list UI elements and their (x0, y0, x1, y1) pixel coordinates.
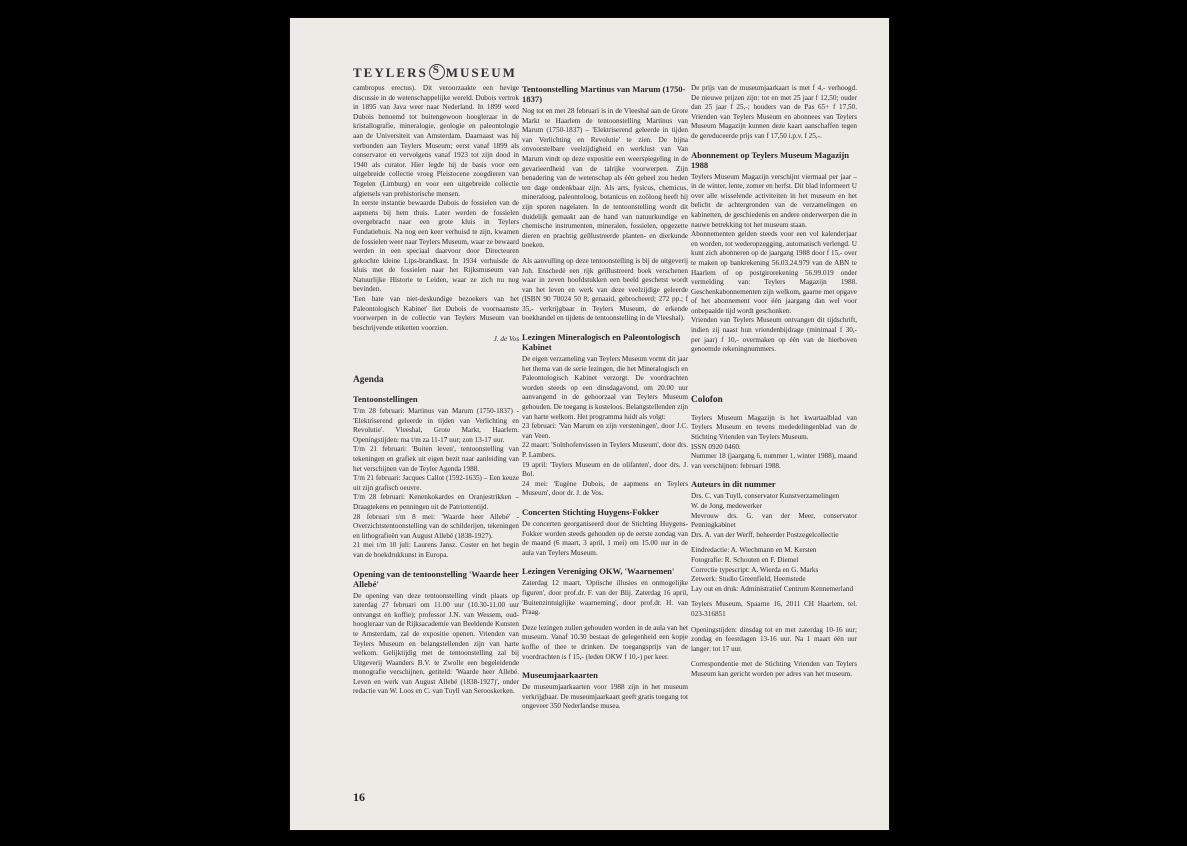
colofon-issue: Nummer 18 (jaargang 6, nummer 1, winter 1988), maand van verschijnen: februari 1988. (691, 452, 857, 470)
author-signature: J. de Vos (493, 335, 519, 344)
column-1 (353, 84, 519, 697)
author-item: Mevrouw drs. G. van der Meer, conservator Penningkabinet (691, 511, 857, 530)
colofon-issn: ISSN 0920 0460. (691, 442, 741, 451)
concerts-text: De concerten georganiseerd door de Stichting Huygens-Fokker worden steeds gehouden op de eerste zondag van de maand (6 maart, 3 april, 1 mei) om 15.00 uur in de aula van Teylers Museum. (522, 519, 688, 557)
exhibition-item: 28 februari t/m 8 mei: 'Waarde heer Allebé' - Overzichtstentoonstelling van de schilderijen, tekeningen en lithografieën van August Allebé (1838-1927). (353, 512, 519, 540)
museumcard-text: De museumjaarkaarten voor 1988 zijn in het museum verkrijgbaar. De museumjaarkaart geeft gratis toegang tot ongeveer 350 Nederlandse musea. (522, 683, 688, 711)
lecture-item: 22 maart: 'Solnhofenvissen in Teylers Museum', door drs. P. Lambers. (522, 441, 688, 459)
lecture-item: 24 mei: 'Eugène Dubois, de aapmens en Teylers Museum', door dr. J. de Vos. (522, 479, 688, 498)
brand-left: TEYLERS (353, 65, 428, 80)
exhibitions-heading: Tentoonstellingen (353, 394, 418, 405)
subscription-heading: Abonnement op Teylers Museum Magazijn 1988 (691, 149, 850, 170)
marum-heading: Tentoonstelling Martinus van Marum (1750-1837) (522, 84, 686, 104)
magazine-page (290, 18, 889, 830)
credits-item: Correctie typescript: A. Wierda en G. Marks (691, 565, 819, 574)
museum-address: Teylers Museum, Spaarne 16, 2011 CH Haarlem, tel. 023-316851 (691, 600, 857, 618)
prices-text: De prijs van de museumjaarkaart is met f 4,- verhoogd. De nieuwe prijzen zijn: tot en met 25 jaar f 12,50; ouder dan 25 jaar f 25,-; houders van de Pas 65+ f 17,50. Vrienden van Teylers Museum en abonnees van Teylers Museum Magazijn kunnen deze kaart aanschaffen tegen de gereduceerde prijs van f 17,50 i.p.v. f 25,-. (691, 84, 857, 140)
marum-paragraph: Nog tot en met 28 februari is in de Vleeshal aan de Grote Markt te Haarlem de tentoonstelling Martinus van Marum (1750-1837) – 'Elektriserend geleerde in tijden van Verlichting en Revolutie' te zien. De bijna onvoorstelbare veelzijdigheid en werklust van Van Marum vindt op deze expositie een weerspiegeling in de gevarieerdheid van de talrijke voorwerpen. Zijn benadering van de wetenschap als één geheel zou heden ten dage ondenkbaar zijn. Als arts, fysicus, chemicus, mineraloog, paleontoloog, botanicus en zoöloog heeft hij zijn sporen nagelaten. In de tentoonstelling wordt dit duidelijk gemaakt aan de hand van natuurkundige en chemische instrumenten, mineralen, fossielen, opgezette dieren en prachtig geïllustreerde planten- en dierkunde boeken. (522, 107, 688, 250)
colofon-text: Teylers Museum Magazijn is het kwartaalblad van Teylers Museum en tevens mededelingenblad van de Stichting Vrienden van Teylers Museum. (691, 413, 857, 442)
concerts-heading: Concerten Stichting Huygens-Fokker (522, 506, 660, 517)
credits-item: Fotografie: R. Schouten en F. Diemel (691, 555, 799, 564)
opening-text: De opening van deze tentoonstelling vindt plaats op zaterdag 27 februari om 11.00 uur (10.30-11.00 uur ontvangst en koffie); professor J.N. van Wessem, oud-hoogleraar van de Rijksacademie van Beeldende Kunsten te Amsterdam, zal de expositie openen. Vrienden van Teylers Museum en belangstellenden zijn van harte welkom. Gelijktijdig met de tentoonstelling zal bij Uitgeverij Waanders B.V. te Zwolle een begeleidende monografie verschijnen, getiteld: 'Waarde heer Allebé. Leven en werk van August Allebé (1838-1927)', onder redactie van W. Loos en C. van Tuyll van Serooskerken. (353, 591, 519, 696)
subscription-text: Vrienden van Teylers Museum ontvangen dit tijdschrift, indien zij naast hun vriendenbijdrage (minimaal f 30,- per jaar) f 10,- overmaken op één van de hierboven genoemde rekeningnummers. (691, 316, 857, 354)
teylers-logo-icon (429, 64, 445, 80)
opening-hours: Openingstijden: dinsdag tot en met zaterdag 10-16 uur; zondag en feestdagen 13-16 uur. Na 1 maart één uur langer: tot 17 uur. (691, 625, 857, 653)
marum-paragraph: Als aanvulling op deze tentoonstelling is bij de uitgeverij Joh. Enschedé een rijk geïllustreerd boek verschenen waar in zeven hoofdstukken een beeld geschetst wordt van het leven en werk van deze veelzijdige geleerde (ISBN 90 70024 50 8; genaaid, gebrocheerd; 272 pp.; f 35,- verkrijgbaar in Teylers Museum, de erkende boekhandel en tijdens de tentoonstelling in de Vleeshal). (522, 256, 688, 323)
okw-text: Zaterdag 12 maart, 'Optische illusies en onmogelijke figuren', door prof.dr. F. van der Blij. Zaterdag 16 april, 'Buitenzintuiglijke waarneming', door prof.dr. H. van Praag. (522, 579, 688, 617)
exhibition-item: T/m 21 februari: Jacques Callot (1592-1635) – Een keuze uit zijn grafisch oeuvre. (353, 474, 519, 492)
subscription-text: Teylers Museum Magazijn verschijnt viermaal per jaar – in de winter, lente, zomer en herfst. Dit blad informeert U over alle wisselende activiteiten in het museum en het belicht de achtergronden van de verzamelingen en kabinetten, de geschiedenis en andere onderwerpen die in nauwe betrekking tot het museum staan. (691, 172, 857, 229)
brand-right: MUSEUM (445, 65, 517, 80)
article-paragraph: cambropus erectus). Dit veroorzaakte een hevige discussie in de wetenschappelijke wereld. Dubois vertrok in 1895 van Java weer naar Nederland. In 1899 werd Dubois benoemd tot buitengewoon hoogleraar in de kristallografie, mineralogie, geologie en paleontologie aan de Universiteit van Amsterdam. Daarnaast was hij verbonden aan Teylers Museum; eerst vanaf 1899 als conservator en vervolgens vanaf 1923 tot zijn dood in 1940 als curator. Hier legde hij de basis voor een uitgebreide collectie vroeg Pleistocene zoogdieren van Tegelen (Limburg) en voor een uitgebreide collectie afgietsels van prehistorische mensen. (353, 84, 519, 198)
correspondence-note: Correspondentie met de Stichting Vrienden van Teylers Museum kan gericht worden per adres van het museum. (691, 660, 857, 678)
lectures-heading: Lezingen Mineralogisch en Paleontologisch Kabinet (522, 332, 681, 353)
lecture-item: 23 februari: 'Van Marum en zijn versteningen', door J.C. van Veen. (522, 422, 688, 440)
okw-text: Deze lezingen zullen gehouden worden in de aula van het museum. Vanaf 10.30 bestaat de gelegenheid een kopje koffie of thee te drinken. De toegangsprijs van de voordrachten is f 15,- (leden OKW f 10,-) per keer. (522, 623, 688, 661)
masthead (353, 64, 517, 81)
article-paragraph: In eerste instantie bewaarde Dubois de fossielen van de aapmens bij hem thuis. Later werden de fossielen overgebracht naar een grote kluis in Teylers Fundatiehuis. Na nog een keer verhuisd te zijn, kwamen de fossielen weer naar Teylers Museum, waar ze bewaard werden in een speciaal daarvoor door Directeuren gekochte kleine Lips-brandkast. In 1934 verhuisde de kluis met de fossielen naar het Rijksmuseum van Natuurlijke Historie te Leiden, waar ze zich nu nog bevinden. (353, 199, 519, 294)
museumcard-heading: Museumjaarkaarten (522, 670, 598, 681)
authors-heading: Auteurs in dit nummer (691, 479, 776, 490)
author-item: W. de Jong, medewerker (691, 502, 762, 510)
article-paragraph: 'Een bate van niet-deskundige bezoekers van het Paleontologisch Kabinet' liet Dubois de voornaamste voorwerpen in de collectie van Teylers Museum van beschrijvende etiketten voorzien. (353, 295, 519, 332)
subscription-text: Abonnementen gelden steeds voor een vol kalenderjaar en worden, tot wederopzegging, automatisch verlengd. U kunt zich abonneren op de jaargang 1988 door f 15,- over te maken op bankrekening 56.03.24.979 van de ABN te Haarlem of op postgirorekening 56.99.019 onder vermelding van: Teylers Magazijn 1988. Geschenkabonnementen zijn welkom, gaarne met opgave of het abonnement voor één jaargang dan wel voor onbepaalde tijd wordt geschonken. (691, 230, 857, 315)
column-2 (522, 84, 688, 712)
exhibition-item: T/m 28 februari: Kenenkokardes en Oranjestrikken – Draagtekens en penningen uit de Patriottentijd. (353, 493, 519, 511)
exhibition-item: 21 mei t/m 10 juli: Laurens Jansz. Coster en het begin van de boekdrukkunst in Europa. (353, 541, 519, 559)
lecture-item: 19 april: 'Teylers Museum en de olifanten', door drs. J. Bol. (522, 460, 688, 479)
author-item: Drs. C. van Tuyll, conservator Kunstverzamelingen (691, 492, 840, 501)
okw-heading: Lezingen Vereniging OKW, 'Waarnemen' (522, 566, 675, 577)
opening-heading: Opening van de tentoonstelling 'Waarde heer Allebé' (353, 568, 519, 589)
credits-item: Lay out en druk: Administratief Centrum Kennemerland (691, 584, 854, 593)
credits-item: Eindredactie: A. Wiechmann en M. Kersten (691, 546, 817, 555)
agenda-heading: Agenda (353, 375, 384, 386)
exhibition-item: T/m 28 februari: Martinus van Marum (1750-1837) - 'Elektriserend geleerde in tijden van Verlichting en Revolutie'. Vleeshal, Grote Markt, Haarlem. Openingstijden: ma t/m za 11-17 uur; zon 13-17 uur. (353, 407, 519, 444)
author-item: Drs. A. van der Werff, beheerder Postzegelcollectie (691, 530, 839, 539)
exhibition-item: T/m 21 februari: 'Buiten leven', tentoonstelling van tekeningen en grafiek uit eigen bezit naar aanleiding van het verschijnen van de Teyler Agenda 1988. (353, 445, 519, 473)
credits-item: Zetwerk: Studio Greenfield, Heemstede (691, 575, 806, 584)
colofon-heading: Colofon (691, 394, 723, 405)
column-3 (691, 84, 857, 680)
lectures-text: De eigen verzameling van Teylers Museum vormt dit jaar het thema van de serie lezingen, die het Mineralogisch en Paleontologisch Kabinet verzorgt. De voordrachten worden steeds op een dinsdagavond, om 20.00 uur aanvangend in de gehoorzaal van Teylers Museum gehouden. De toegang is kosteloos. Belangstellenden zijn van harte welkom. Het programma luidt als volgt: (522, 355, 688, 421)
page-number: 16 (353, 790, 365, 804)
